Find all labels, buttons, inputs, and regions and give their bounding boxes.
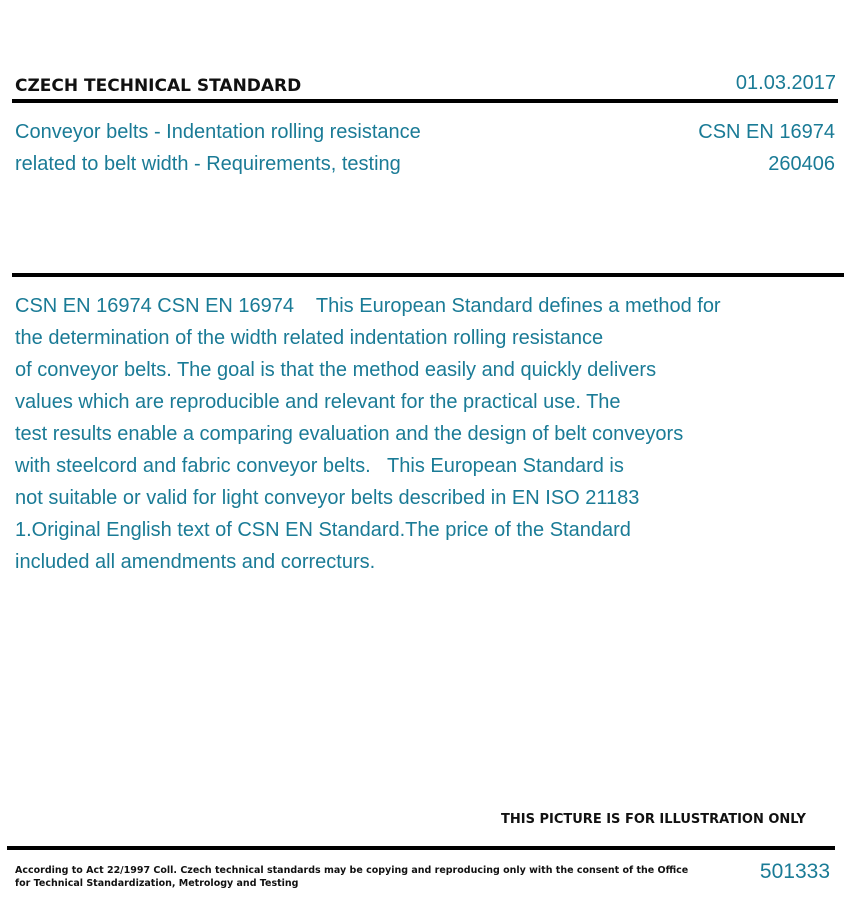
illustration-note: THIS PICTURE IS FOR ILLUSTRATION ONLY bbox=[501, 812, 806, 827]
description-line: CSN EN 16974 CSN EN 16974 This European Standard defines a method for bbox=[15, 295, 721, 317]
title-divider bbox=[12, 273, 844, 277]
standard-title bbox=[15, 116, 421, 180]
standard-codes bbox=[698, 116, 835, 180]
document-number: 501333 bbox=[759, 860, 830, 883]
description-line: of conveyor belts. The goal is that the method easily and quickly delivers bbox=[15, 359, 657, 381]
legal-notice-line-1: According to Act 22/1997 Coll. Czech technical standards may be copying and reproducing only with the consent of the Office bbox=[15, 865, 689, 876]
description-line: test results enable a comparing evaluation and the design of belt conveyors bbox=[15, 423, 684, 445]
description-line: not suitable or valid for light conveyor belts described in EN ISO 21183 bbox=[15, 487, 640, 509]
legal-notice bbox=[15, 864, 688, 890]
standard-description bbox=[15, 290, 815, 578]
description-line: with steelcord and fabric conveyor belts. This European Standard is bbox=[15, 455, 624, 477]
description-line: values which are reproducible and relevant for the practical use. The bbox=[15, 391, 621, 413]
title-line-1: Conveyor belts - Indentation rolling resistance bbox=[15, 121, 421, 143]
header-divider bbox=[12, 99, 838, 103]
description-line: 1.Original English text of CSN EN Standard.The price of the Standard bbox=[15, 519, 631, 541]
description-line: the determination of the width related indentation rolling resistance bbox=[15, 327, 604, 349]
standard-code: CSN EN 16974 bbox=[698, 121, 835, 143]
publication-date: 01.03.2017 bbox=[735, 72, 836, 94]
title-line-2: related to belt width - Requirements, testing bbox=[15, 153, 401, 175]
classification-code: 260406 bbox=[768, 153, 835, 175]
footer-divider bbox=[7, 846, 835, 850]
standard-type-label: CZECH TECHNICAL STANDARD bbox=[15, 76, 302, 96]
description-line: included all amendments and correcturs. bbox=[15, 551, 376, 573]
legal-notice-line-2: for Technical Standardization, Metrology and Testing bbox=[15, 878, 299, 889]
